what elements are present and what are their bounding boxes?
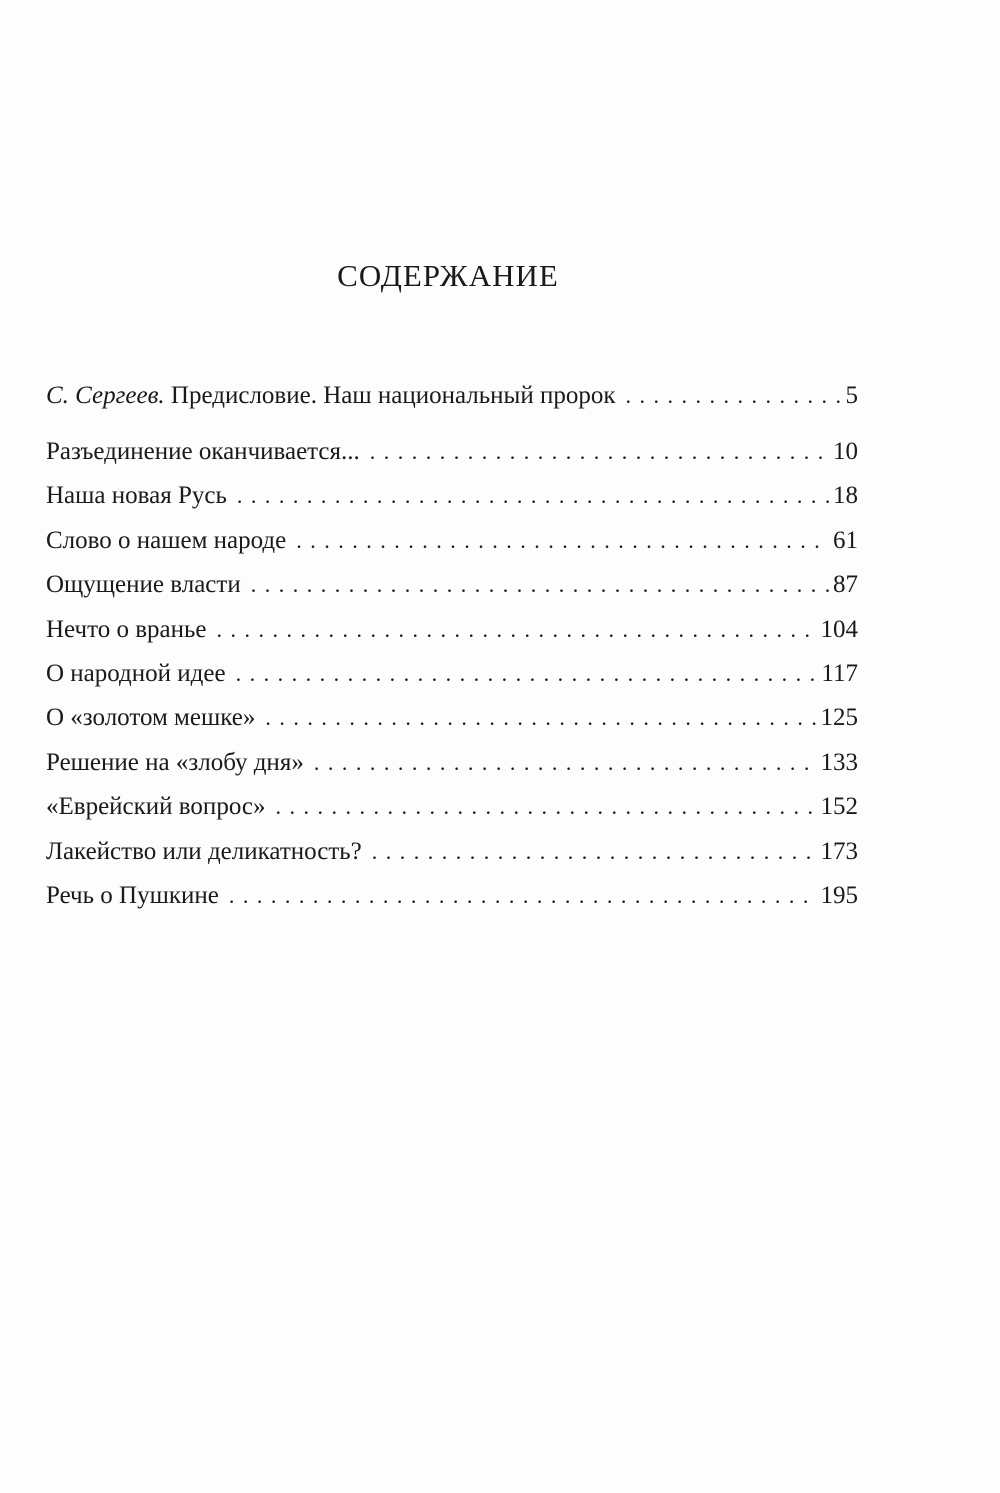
toc-entry-title: О народной идее bbox=[46, 659, 226, 687]
toc-entry bbox=[46, 656, 858, 692]
toc-entry-page: 18 bbox=[833, 482, 858, 510]
toc-entry-title: Речь о Пушкине bbox=[46, 881, 219, 909]
toc-entry-page: 117 bbox=[821, 659, 858, 687]
toc-entry-page: 61 bbox=[833, 526, 858, 554]
toc-entry-title: «Еврейский вопрос» bbox=[46, 793, 266, 821]
toc-entry bbox=[46, 789, 858, 825]
toc-entry bbox=[46, 523, 858, 559]
toc-entry-preface bbox=[46, 378, 858, 414]
dot-leader bbox=[265, 700, 816, 736]
dot-leader bbox=[237, 478, 829, 514]
toc-entry-page: 195 bbox=[820, 881, 858, 909]
toc-entry-page: 133 bbox=[820, 748, 858, 776]
toc-entry-page: 125 bbox=[820, 704, 858, 732]
toc-entry-title: Ощущение власти bbox=[46, 571, 241, 599]
toc-entry-page: 10 bbox=[833, 438, 858, 465]
toc-entry-title: Наша новая Русь bbox=[46, 482, 227, 510]
toc-entry-page: 152 bbox=[820, 793, 858, 821]
toc-entry-title: Решение на «злобу дня» bbox=[46, 748, 304, 776]
toc-entry-title: Слово о нашем народе bbox=[46, 526, 287, 554]
toc-entry bbox=[46, 878, 858, 914]
dot-leader bbox=[216, 612, 816, 648]
dot-leader bbox=[370, 434, 829, 470]
toc-entry-title: О «золотом мешке» bbox=[46, 704, 256, 732]
toc-entry-page: 104 bbox=[820, 615, 858, 643]
toc-entry bbox=[46, 700, 858, 736]
toc-entry-title-text: Предисловие. Наш национальный пророк bbox=[164, 382, 616, 409]
toc-entry bbox=[46, 478, 858, 514]
page-title: СОДЕРЖАНИЕ bbox=[337, 258, 559, 293]
toc-entry-title: Разъединение оканчивается... bbox=[46, 438, 360, 465]
toc-entry-title: Лакейство или деликатность? bbox=[46, 837, 362, 865]
dot-leader bbox=[276, 789, 817, 825]
toc-entry-author: С. Сергеев. bbox=[46, 382, 165, 409]
toc-entry bbox=[46, 834, 858, 870]
dot-leader bbox=[251, 567, 829, 603]
dot-leader bbox=[236, 656, 818, 692]
toc-entry-page: 87 bbox=[833, 571, 858, 599]
toc-entry-page: 5 bbox=[845, 382, 858, 409]
table-of-contents bbox=[46, 378, 858, 922]
toc-entry-title bbox=[46, 378, 615, 414]
dot-leader bbox=[625, 378, 841, 414]
dot-leader bbox=[372, 834, 817, 870]
toc-entry bbox=[46, 745, 858, 781]
dot-leader bbox=[229, 878, 817, 914]
dot-leader bbox=[314, 745, 817, 781]
dot-leader bbox=[296, 523, 829, 559]
toc-entry bbox=[46, 567, 858, 603]
toc-entry-title: Нечто о вранье bbox=[46, 615, 207, 643]
toc-entry bbox=[46, 434, 858, 470]
toc-entry bbox=[46, 612, 858, 648]
toc-entry-page: 173 bbox=[820, 837, 858, 865]
